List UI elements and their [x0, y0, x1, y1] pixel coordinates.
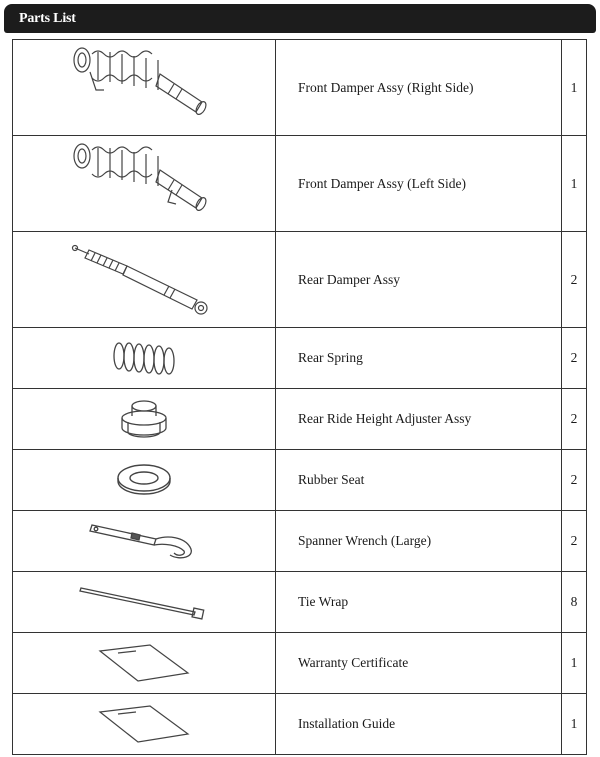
front-damper-icon: [64, 44, 224, 132]
rear-damper-icon: [69, 238, 219, 322]
part-qty: 1: [562, 633, 587, 694]
part-name: Spanner Wrench (Large): [276, 511, 562, 572]
document-icon: [96, 704, 192, 744]
part-image-cell: [13, 511, 276, 572]
table-row: [13, 328, 587, 389]
part-image-cell: [13, 572, 276, 633]
part-qty: 8: [562, 572, 587, 633]
part-name: Front Damper Assy (Right Side): [276, 40, 562, 136]
part-name: Rubber Seat: [276, 450, 562, 511]
document-icon: [96, 643, 192, 683]
part-image-cell: [13, 694, 276, 755]
part-qty: 1: [562, 40, 587, 136]
part-image-cell: [13, 232, 276, 328]
spanner-wrench-icon: [86, 519, 202, 563]
part-qty: 2: [562, 232, 587, 328]
part-name: Installation Guide: [276, 694, 562, 755]
spring-icon: [109, 336, 179, 380]
table-row: [13, 511, 587, 572]
table-row: [13, 572, 587, 633]
part-name: Rear Ride Height Adjuster Assy: [276, 389, 562, 450]
front-damper-icon: [64, 140, 224, 228]
part-qty: 2: [562, 328, 587, 389]
part-qty: 1: [562, 136, 587, 232]
part-name: Front Damper Assy (Left Side): [276, 136, 562, 232]
part-image-cell: [13, 136, 276, 232]
table-row: [13, 450, 587, 511]
part-image-cell: [13, 450, 276, 511]
part-image-cell: [13, 633, 276, 694]
part-image-cell: [13, 40, 276, 136]
table-row: [13, 389, 587, 450]
part-image-cell: [13, 328, 276, 389]
part-name: Tie Wrap: [276, 572, 562, 633]
table-row: [13, 40, 587, 136]
part-qty: 2: [562, 511, 587, 572]
table-row: [13, 633, 587, 694]
part-image-cell: [13, 389, 276, 450]
parts-table: [12, 39, 587, 755]
table-row: [13, 232, 587, 328]
part-name: Warranty Certificate: [276, 633, 562, 694]
part-name: Rear Damper Assy: [276, 232, 562, 328]
table-row: [13, 694, 587, 755]
rubber-seat-icon: [112, 460, 176, 500]
part-qty: 2: [562, 450, 587, 511]
part-qty: 1: [562, 694, 587, 755]
adjuster-icon: [114, 394, 174, 444]
part-qty: 2: [562, 389, 587, 450]
table-row: [13, 136, 587, 232]
section-title: Parts List: [19, 10, 76, 26]
tie-wrap-icon: [77, 582, 211, 622]
section-header: [4, 4, 596, 33]
part-name: Rear Spring: [276, 328, 562, 389]
